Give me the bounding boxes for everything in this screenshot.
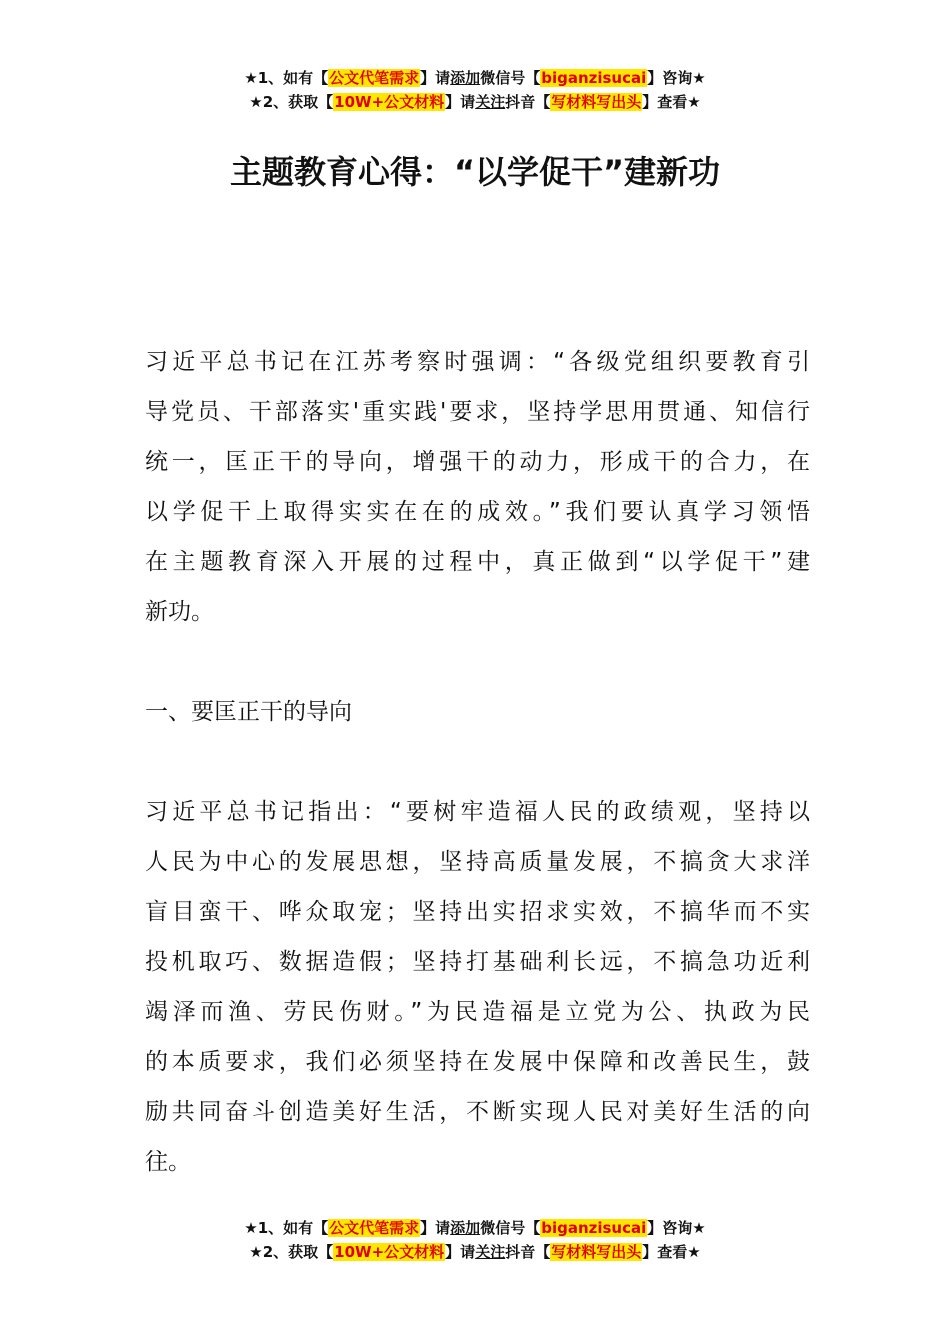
promo-douyin-account: 写材料写出头 [551, 93, 642, 111]
star-icon: ★ [249, 93, 263, 111]
promo-emphasis: 关注 [475, 1243, 506, 1261]
promo-line-2 [0, 90, 950, 114]
promo-text: 】请 [445, 1243, 476, 1261]
star-icon: ★ [687, 1243, 701, 1261]
promo-text: 】查看 [642, 93, 688, 111]
promo-text: 】咨询 [647, 69, 693, 87]
star-icon: ★ [244, 69, 258, 87]
promo-text: 】咨询 [647, 1219, 693, 1237]
paragraph-line: 的本质要求，我们必须坚持在发展中保障和改善民生，鼓 [145, 1049, 810, 1075]
star-icon: ★ [244, 1219, 258, 1237]
header-promo-banner [0, 66, 950, 114]
promo-wechat-id: biganzisucai [541, 1219, 647, 1237]
star-icon: ★ [692, 1219, 706, 1237]
promo-text: 1、如有【 [257, 69, 329, 87]
promo-line-1 [0, 1216, 950, 1240]
paragraph-line: 励共同奋斗创造美好生活，不断实现人民对美好生活的向 [145, 1099, 810, 1125]
promo-douyin-account: 写材料写出头 [551, 1243, 642, 1261]
section-heading: 一、要匡正干的导向 [145, 699, 352, 725]
star-icon: ★ [687, 93, 701, 111]
paragraph-line: 投机取巧、数据造假；坚持打基础利长远，不搞急功近利 [145, 949, 810, 975]
promo-text: 2、获取【 [262, 93, 334, 111]
paragraph-line: 竭泽而渔、劳民伤财。”为民造福是立党为公、执政为民 [145, 999, 810, 1025]
star-icon: ★ [692, 69, 706, 87]
promo-text: 】请 [420, 69, 451, 87]
paragraph-line: 往。 [145, 1149, 191, 1175]
paragraph-line: 新功。 [145, 599, 214, 625]
promo-highlight: 10W+公文材料 [334, 93, 445, 111]
promo-wechat-id: biganzisucai [541, 69, 647, 87]
paragraph-line: 习近平总书记指出：“要树牢造福人民的政绩观，坚持以 [145, 799, 810, 825]
promo-emphasis: 添加 [450, 1219, 481, 1237]
paragraph-line: 统一，匡正干的导向，增强干的动力，形成干的合力，在 [145, 449, 810, 475]
paragraph-line: 习近平总书记在江苏考察时强调：“各级党组织要教育引 [145, 349, 810, 375]
paragraph-line: 盲目蛮干、哗众取宠；坚持出实招求实效，不搞华而不实 [145, 899, 810, 925]
promo-line-1 [0, 66, 950, 90]
promo-line-2 [0, 1240, 950, 1264]
paragraph-line: 人民为中心的发展思想，坚持高质量发展，不搞贪大求洋 [145, 849, 810, 875]
promo-text: 】请 [420, 1219, 451, 1237]
document-title: 主题教育心得：“以学促干”建新功 [229, 153, 721, 191]
paragraph-line: 导党员、干部落实'重实践'要求，坚持学思用贯通、知信行 [145, 399, 810, 425]
promo-text: 抖音【 [505, 1243, 551, 1261]
promo-emphasis: 添加 [450, 69, 481, 87]
paragraph-line: 在主题教育深入开展的过程中，真正做到“以学促干”建 [145, 549, 810, 575]
promo-text: 】查看 [642, 1243, 688, 1261]
star-icon: ★ [249, 1243, 263, 1261]
paragraph-intro [145, 337, 810, 637]
promo-highlight: 公文代笔需求 [329, 1219, 420, 1237]
promo-text: 1、如有【 [257, 1219, 329, 1237]
paragraph-section-1 [145, 787, 810, 1187]
promo-text: 微信号【 [480, 69, 541, 87]
promo-text: 抖音【 [505, 93, 551, 111]
promo-emphasis: 关注 [475, 93, 506, 111]
promo-highlight: 公文代笔需求 [329, 69, 420, 87]
promo-text: 微信号【 [480, 1219, 541, 1237]
paragraph-line: 以学促干上取得实实在在的成效。”我们要认真学习领悟 [145, 499, 810, 525]
promo-highlight: 10W+公文材料 [334, 1243, 445, 1261]
promo-text: 2、获取【 [262, 1243, 334, 1261]
footer-promo-banner [0, 1216, 950, 1264]
promo-text: 】请 [445, 93, 476, 111]
